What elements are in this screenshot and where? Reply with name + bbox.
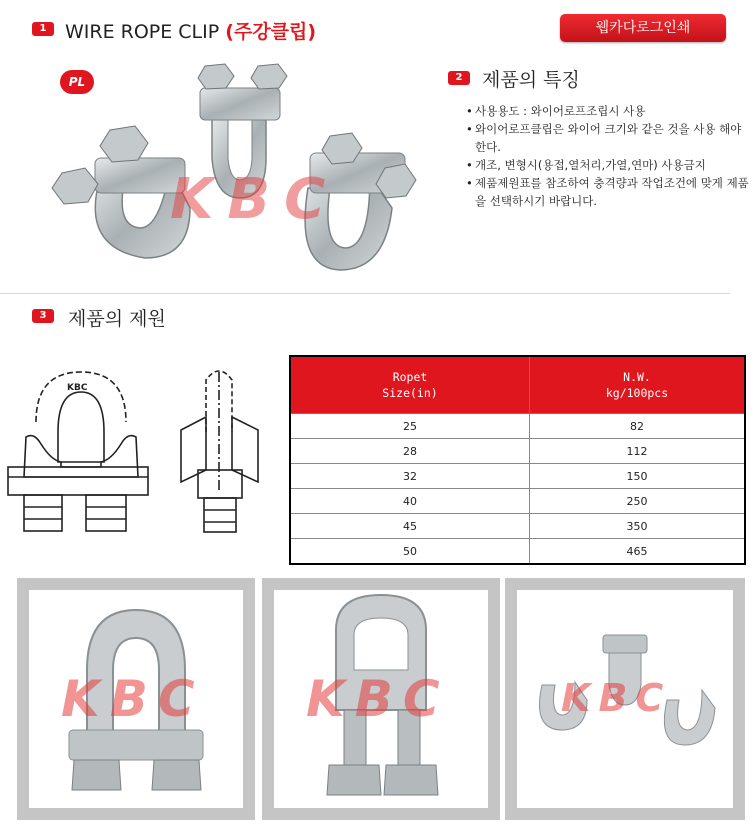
watermark-2: KBC <box>306 670 450 728</box>
section-2-badge: 2 <box>448 71 470 85</box>
table-row <box>290 439 745 464</box>
feature-item: • 사용용도 : 와이어로프조립시 사용 <box>466 102 751 120</box>
product-photo-back <box>262 578 500 820</box>
feature-item: • 제품제원표를 참조하여 충격량과 작업조건에 맞게 제품을 선택하시기 바랍니다. <box>466 174 751 210</box>
feature-item: • 개조, 변형시(용접,열처리,가열,연마) 사용금지 <box>466 156 751 174</box>
product-photo-group <box>505 578 745 820</box>
weight-cell: 112 <box>530 439 746 464</box>
size-cell: 28 <box>290 439 530 464</box>
col-header-weight-line2: kg/100pcs <box>605 386 669 400</box>
section-divider <box>0 293 730 294</box>
watermark-1: KBC <box>61 670 205 728</box>
size-cell: 32 <box>290 464 530 489</box>
table-row <box>290 464 745 489</box>
size-cell: 45 <box>290 514 530 539</box>
col-header-size-line2: Size(in) <box>382 386 438 400</box>
features-title: 제품의 특징 <box>482 69 580 91</box>
title-text: WIRE ROPE CLIP <box>65 21 220 43</box>
table-row <box>290 539 745 565</box>
col-header-weight-line1: N.W. <box>623 370 651 384</box>
watermark-main: KBC <box>170 167 340 232</box>
col-header-weight <box>530 356 746 414</box>
product-photo-front <box>17 578 255 820</box>
section-1-badge: 1 <box>32 22 54 36</box>
weight-cell: 150 <box>530 464 746 489</box>
col-header-size-line1: Ropet <box>392 370 428 384</box>
feature-item: • 와이어로프클립은 와이어 크기와 같은 것을 사용 해야 한다. <box>466 120 751 156</box>
features-list <box>466 102 751 210</box>
watermark-3: KBC <box>561 676 672 720</box>
weight-cell: 465 <box>530 539 746 565</box>
drawing-label: KBC <box>67 383 88 393</box>
weight-cell: 250 <box>530 489 746 514</box>
spec-table <box>289 355 746 565</box>
weight-cell: 350 <box>530 514 746 539</box>
weight-cell: 82 <box>530 414 746 439</box>
size-cell: 40 <box>290 489 530 514</box>
technical-drawing <box>6 362 276 542</box>
page-title <box>65 17 316 44</box>
size-cell: 25 <box>290 414 530 439</box>
col-header-size <box>290 356 530 414</box>
table-row <box>290 414 745 439</box>
specs-title: 제품의 제원 <box>68 308 166 330</box>
section-3-badge: 3 <box>32 309 54 323</box>
size-cell: 50 <box>290 539 530 565</box>
title-korean: (주강클립) <box>225 21 317 43</box>
table-row <box>290 514 745 539</box>
product-photo-main <box>40 58 440 288</box>
table-row <box>290 489 745 514</box>
pl-logo: PL <box>60 70 94 94</box>
web-catalog-print-button[interactable]: 웹카다로그인쇄 <box>560 14 726 42</box>
